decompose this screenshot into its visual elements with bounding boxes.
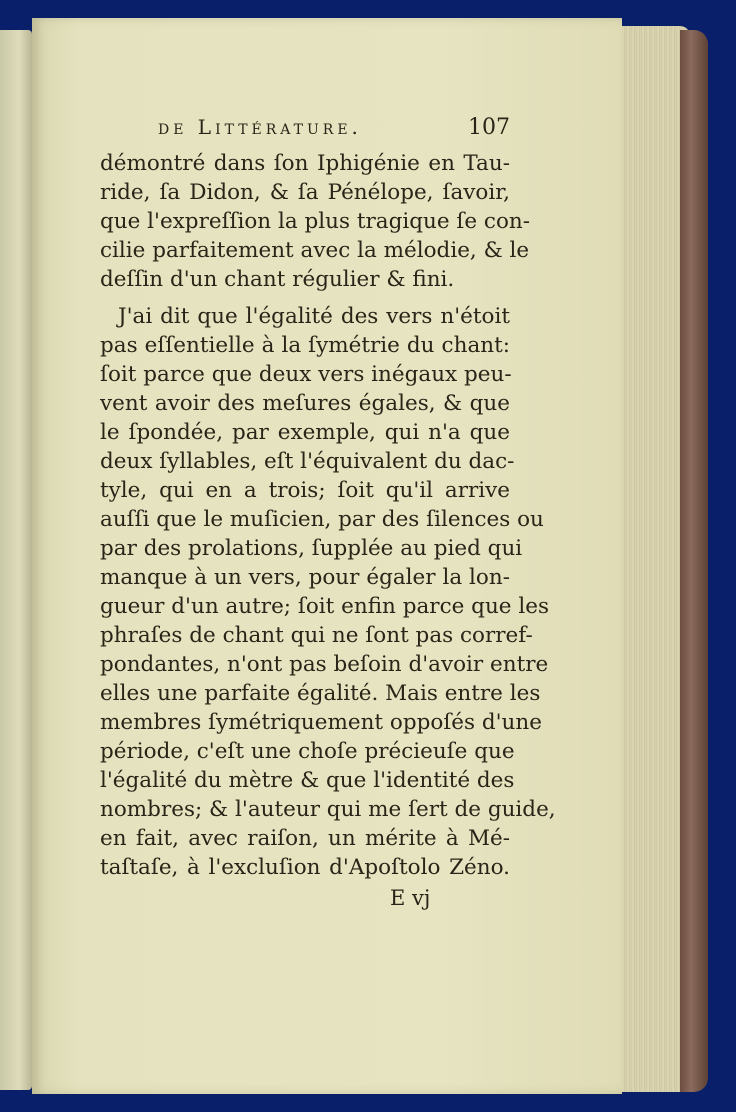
text-line: taſtaſe, à l'excluſion d'Apoſtolo Zéno. — [100, 855, 510, 880]
paragraph-1 — [100, 149, 531, 294]
text-line: deux ſyllables, eſt l'équivalent du dac- — [100, 449, 515, 474]
text-line: nombres; & l'auteur qui me ſert de guide, — [100, 797, 556, 822]
text-line: deſſin d'un chant régulier & fini. — [100, 267, 455, 292]
running-title: de Littérature. — [158, 115, 362, 139]
text-line: en fait, avec raiſon, un mérite à Mé- — [100, 826, 510, 851]
text-line: vent avoir des meſures égales, & que — [100, 391, 510, 416]
text-line: période, c'eſt une choſe précieuſe que — [100, 739, 515, 764]
text-line: gueur d'un autre; ſoit enfin parce que les — [100, 594, 549, 619]
text-line: l'égalité du mètre & que l'identité des — [100, 768, 515, 793]
page-number: 107 — [468, 115, 510, 140]
text-line: auſſi que le muſicien, par des ſilences ou — [100, 507, 544, 532]
text-line: par des prolations, ſupplée au pied qui — [100, 536, 523, 561]
text-line: ſoit parce que deux vers inégaux peu- — [100, 362, 512, 387]
page-text — [100, 115, 556, 916]
text-line: pondantes, n'ont pas beſoin d'avoir entre — [100, 652, 549, 677]
text-line: elles une parfaite égalité. Mais entre les — [100, 681, 541, 706]
paragraph-2 — [100, 302, 556, 882]
text-line: le ſpondée, par exemple, qui n'a que — [100, 420, 510, 445]
signature-mark: E vj — [390, 886, 431, 910]
text-line: phraſes de chant qui ne ſont pas corref- — [100, 623, 533, 648]
running-head — [158, 115, 510, 149]
text-line: cilie parfaitement avec la mélodie, & le — [100, 238, 530, 263]
text-line: pas eſſentielle à la ſymétrie du chant: — [100, 333, 510, 358]
text-line: J'ai dit que l'égalité des vers n'étoit — [118, 304, 510, 329]
text-line: démontré dans ſon Iphigénie en Tau- — [100, 151, 510, 176]
book-cover-edge — [680, 30, 708, 1092]
text-line: ride, ſa Didon, & ſa Pénélope, ſavoir, — [100, 180, 510, 205]
text-line: que l'expreſſion la plus tragique ſe con- — [100, 209, 531, 234]
text-line: manque à un vers, pour égaler la lon- — [100, 565, 510, 590]
facing-page-edge — [0, 30, 32, 1090]
text-line: membres ſymétriquement oppoſés d'une — [100, 710, 542, 735]
text-line: tyle, qui en a trois; ſoit qu'il arrive — [100, 478, 510, 503]
